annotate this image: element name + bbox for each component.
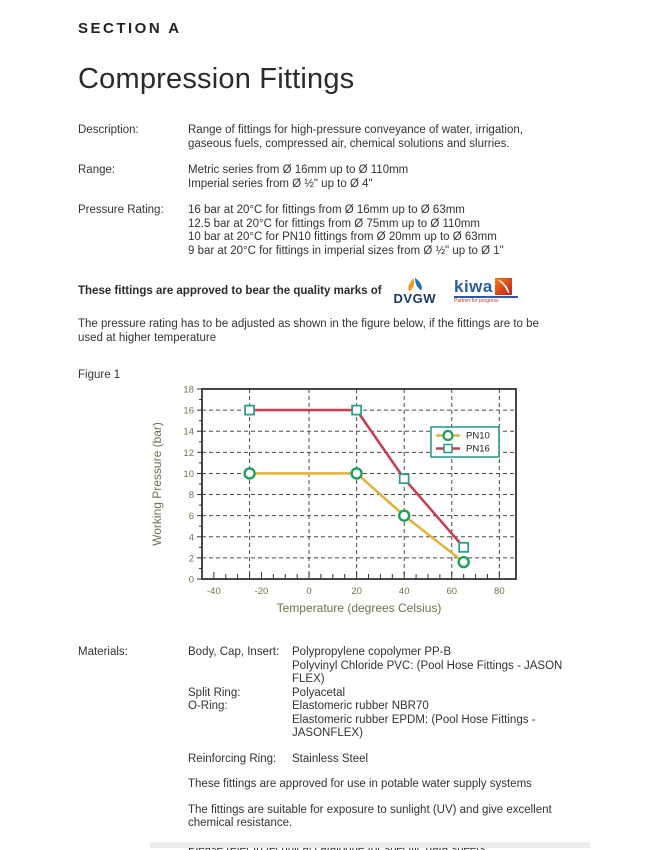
- material-row-reinforcing-ring: [188, 753, 620, 767]
- material-line: Elastomeric rubber NBR70: [292, 700, 429, 712]
- material-line: Stainless Steel: [292, 752, 369, 765]
- svg-text:20: 20: [351, 586, 362, 597]
- svg-text:PN16: PN16: [466, 443, 490, 455]
- adjustment-note: [78, 318, 620, 345]
- svg-text:80: 80: [494, 586, 505, 597]
- closing-paragraph-potable: [188, 778, 620, 792]
- closing-line: chemical resistance.: [188, 817, 293, 829]
- spec-label-pressure-rating: Pressure Rating:: [78, 204, 164, 216]
- material-part: Body, Cap, Insert:: [188, 646, 280, 658]
- materials-rows: [188, 646, 620, 766]
- material-row-split-ring: [188, 687, 620, 701]
- material-line: Polyvinyl Chloride PVC: (Pool Hose Fittings - JASON: [292, 659, 563, 672]
- spec-line: Imperial series from Ø ½" up to Ø 4": [188, 177, 373, 190]
- material-line: Elastomeric rubber EPDM: (Pool Hose Fittings -: [292, 713, 536, 726]
- material-value: [292, 646, 620, 687]
- svg-text:40: 40: [398, 586, 410, 597]
- material-part: Reinforcing Ring:: [188, 752, 277, 765]
- spec-block: [78, 124, 620, 258]
- x-axis-title: Temperature (degrees Celsius): [276, 601, 442, 615]
- kiwa-wordmark: kiwa: [454, 277, 493, 296]
- svg-text:6: 6: [188, 511, 194, 523]
- spec-row-description: [78, 124, 620, 151]
- dvgw-logo: [394, 277, 436, 305]
- closing-paragraph-uv: [188, 804, 620, 831]
- svg-text:2: 2: [188, 553, 194, 565]
- kiwa-top: [454, 278, 518, 295]
- figure-label: Figure 1: [78, 369, 121, 381]
- pressure-temperature-chart: [148, 383, 620, 624]
- svg-text:60: 60: [446, 586, 458, 597]
- svg-text:8: 8: [188, 490, 194, 502]
- material-line: Polyacetal: [292, 686, 346, 699]
- kiwa-swoosh-icon: [495, 278, 512, 295]
- note-line: The pressure rating has to be adjusted as shown in the figure below, if the fittings are to be: [78, 318, 539, 330]
- spec-line: 12.5 bar at 20°C for fittings from Ø 75mm up to Ø 110mm: [188, 217, 481, 230]
- spec-line: 16 bar at 20°C for fittings from Ø 16mm up to Ø 63mm: [188, 204, 465, 216]
- material-line: Polypropylene copolymer PP-B: [292, 646, 452, 658]
- svg-text:18: 18: [183, 384, 194, 396]
- chart-legend: [431, 427, 499, 457]
- material-line: JASONFLEX): [292, 727, 363, 739]
- y-axis-title: Working Pressure (bar): [150, 422, 164, 546]
- approval-text: These fittings are approved to bear the quality marks of: [78, 285, 382, 297]
- note-line: used at higher temperature: [78, 331, 217, 344]
- spec-label-description: Description:: [78, 124, 139, 136]
- dvgw-flame-icon: [402, 277, 428, 292]
- svg-text:4: 4: [188, 532, 194, 544]
- spec-row-range: [78, 164, 620, 191]
- material-row-body-cap-insert: [188, 646, 620, 687]
- svg-text:12: 12: [183, 447, 194, 459]
- spec-value-description: [188, 124, 620, 151]
- spec-line: 9 bar at 20°C for fittings in imperial sizes from Ø ½" up to Ø 1": [188, 244, 504, 257]
- svg-text:PN10: PN10: [466, 430, 490, 442]
- spec-row-pressure-rating: [78, 204, 620, 258]
- material-part: O-Ring:: [188, 700, 228, 712]
- closing-line: These fittings are approved for use in potable water supply systems: [188, 778, 532, 790]
- svg-text:14: 14: [183, 426, 194, 438]
- kiwa-tagline: Partner for progress: [454, 298, 499, 304]
- page-title: Compression Fittings: [78, 63, 355, 95]
- section-label: SECTION A: [78, 20, 182, 37]
- scan-artifact-strip: [150, 842, 590, 848]
- svg-text:0: 0: [306, 586, 312, 597]
- closing-line: The fittings are suitable for exposure to sunlight (UV) and give excellent: [188, 803, 552, 816]
- spec-line: Range of fittings for high-pressure conveyance of water, irrigation,: [188, 124, 523, 136]
- kiwa-logo: [454, 278, 518, 304]
- material-line: FLEX): [292, 673, 325, 685]
- svg-text:10: 10: [183, 468, 194, 480]
- svg-text:0: 0: [188, 574, 194, 586]
- spec-line: Metric series from Ø 16mm up to Ø 110mm: [188, 164, 409, 176]
- material-row-o-ring: [188, 700, 620, 741]
- approval-row: [78, 274, 620, 308]
- figure1-chart-svg: [148, 383, 558, 619]
- svg-text:16: 16: [183, 405, 194, 417]
- material-part: Split Ring:: [188, 686, 241, 699]
- spec-label-range: Range:: [78, 164, 116, 176]
- dvgw-wordmark: DVGW: [393, 291, 436, 306]
- svg-text:-40: -40: [207, 586, 221, 597]
- material-value: [292, 700, 620, 741]
- spec-line: 10 bar at 20°C for PN10 fittings from Ø 20mm up to Ø 63mm: [188, 231, 497, 243]
- spec-value-range: [188, 164, 620, 191]
- materials-label: Materials:: [78, 646, 128, 658]
- spec-line: gaseous fuels, compressed air, chemical solutions and slurries.: [188, 137, 510, 150]
- materials-block: [78, 646, 620, 766]
- svg-text:-20: -20: [254, 586, 269, 597]
- spec-value-pressure-rating: [188, 204, 620, 258]
